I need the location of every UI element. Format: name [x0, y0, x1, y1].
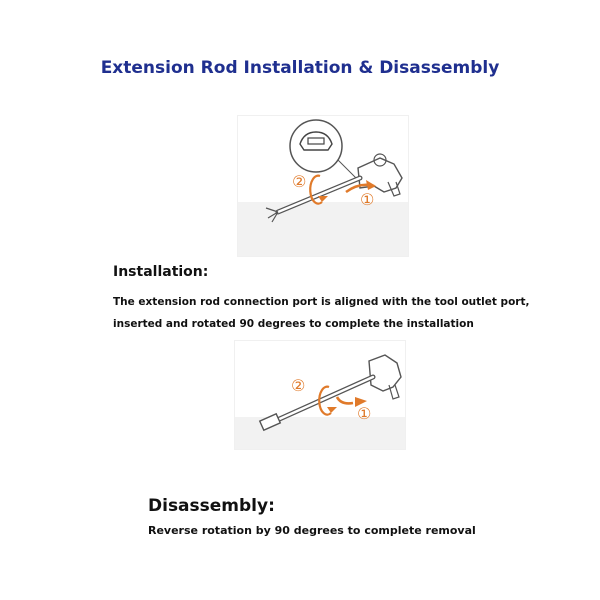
disassembly-text: Reverse rotation by 90 degrees to complete removal	[148, 524, 476, 537]
installation-line-2: inserted and rotated 90 degrees to complete the installation	[113, 318, 474, 330]
rotation-arrowhead	[327, 407, 337, 413]
installation-text	[113, 291, 593, 335]
disassembly-illustration	[234, 340, 406, 450]
extension-rod-highlight	[278, 178, 360, 212]
installation-illustration	[237, 115, 409, 257]
step-two-marker: ②	[292, 172, 307, 191]
tool-body	[369, 355, 401, 391]
rod-nozzle	[260, 414, 281, 430]
step-two-marker: ②	[291, 376, 306, 395]
pull-arrow	[337, 397, 353, 403]
disassembly-line-art	[235, 341, 405, 449]
zoom-pointer	[338, 160, 356, 178]
installation-heading: Installation:	[113, 264, 209, 280]
installation-line-1: The extension rod connection port is aligned with the tool outlet port,	[113, 296, 530, 308]
rod-nozzle	[266, 208, 278, 222]
page-title: Extension Rod Installation & Disassembly	[100, 58, 500, 78]
tool-body	[358, 158, 402, 192]
rotation-arrow	[310, 176, 322, 204]
disassembly-heading: Disassembly:	[148, 496, 275, 516]
step-one-marker: ①	[360, 190, 375, 209]
rotation-arrowhead	[318, 196, 328, 202]
step-one-marker: ①	[357, 404, 372, 423]
installation-line-art	[238, 116, 408, 256]
zoom-circle	[290, 120, 342, 172]
